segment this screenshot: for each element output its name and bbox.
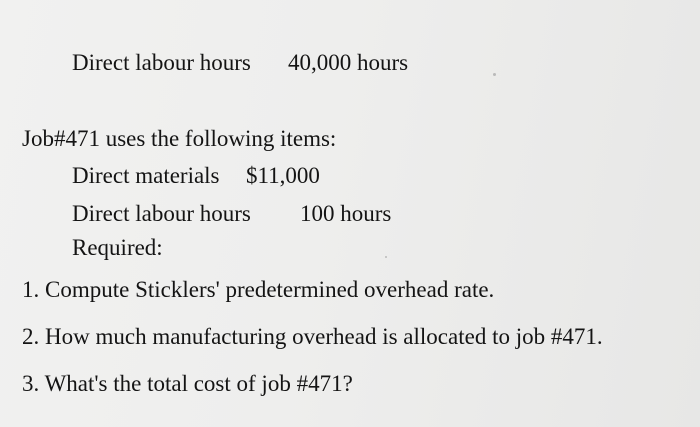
given-direct-labour-label: Direct labour hours (72, 50, 251, 75)
question-2: 2. How much manufacturing overhead is allocated to job #471. (22, 324, 603, 349)
job-heading: Job#471 uses the following items: (22, 126, 337, 151)
paper-speck (493, 73, 496, 76)
question-1: 1. Compute Sticklers' predetermined overhead rate. (22, 277, 495, 302)
direct-materials-value: $11,000 (246, 163, 320, 188)
question-3: 3. What's the total cost of job #471? (22, 371, 353, 396)
paper-speck (385, 256, 387, 258)
direct-materials-label: Direct materials (72, 163, 220, 188)
required-label: Required: (72, 235, 163, 260)
given-direct-labour-value: 40,000 hours (288, 50, 409, 75)
job-direct-labour-value: 100 hours (300, 201, 392, 226)
job-direct-labour-label: Direct labour hours (72, 201, 251, 226)
